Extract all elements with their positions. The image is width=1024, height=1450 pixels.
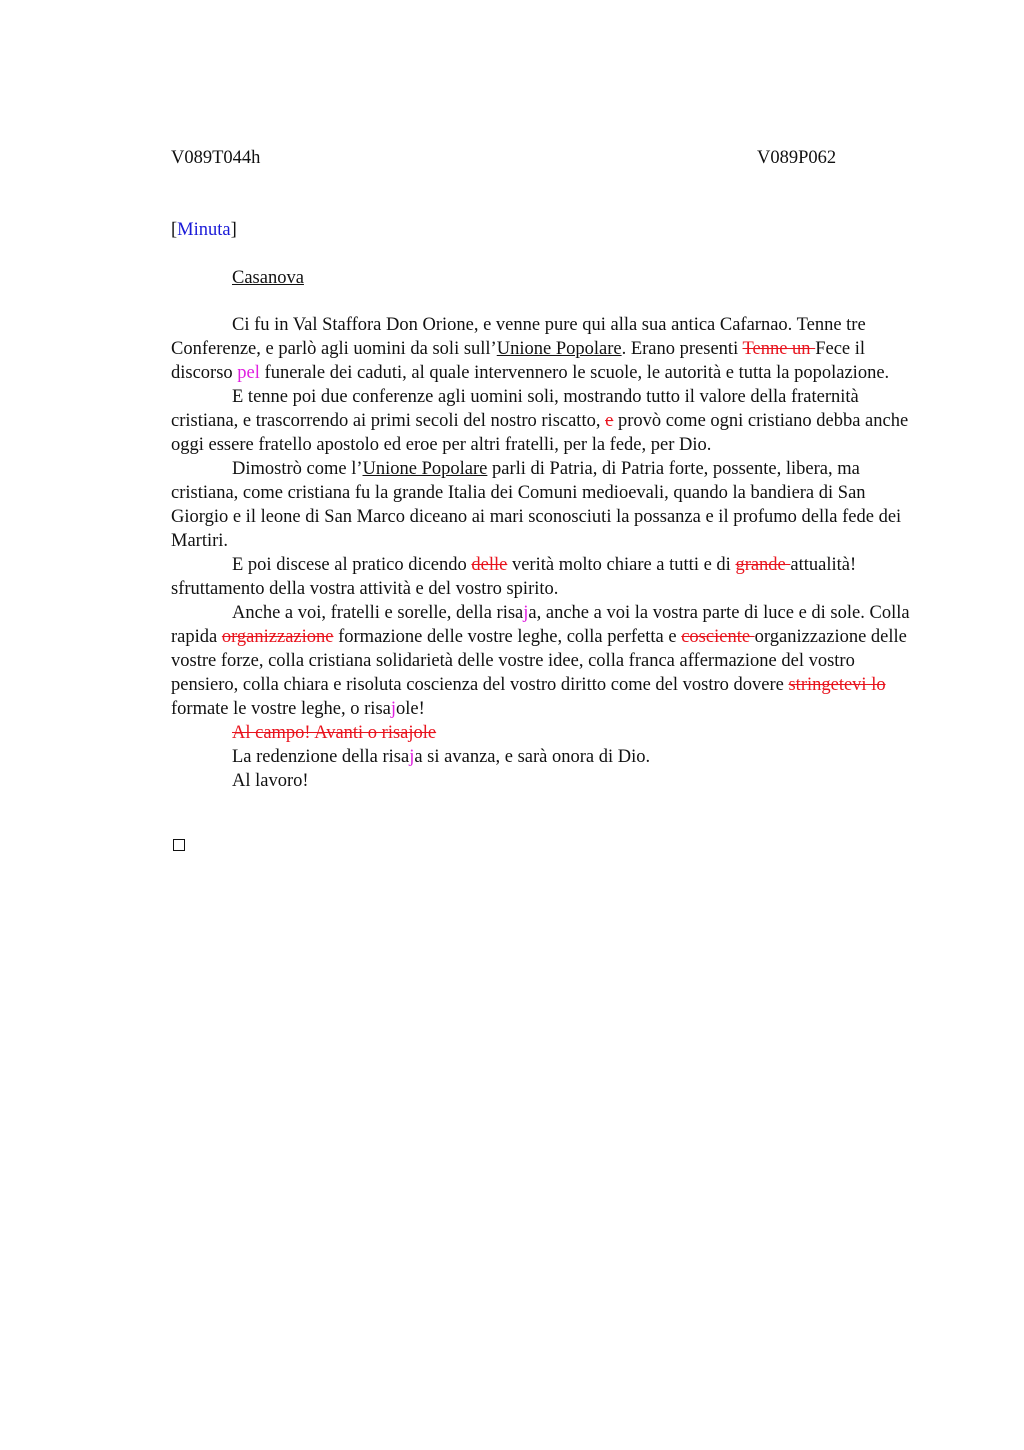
deleted-text: Al campo! Avanti o risajole [232, 723, 437, 743]
deleted-text: Tenne un [742, 339, 816, 359]
paragraph-4 [171, 553, 926, 601]
deleted-text: delle [471, 555, 508, 575]
text-run: formazione delle vostre leghe, colla perfetta e [333, 627, 682, 647]
paragraph-1 [171, 313, 926, 385]
text-run: a, anche a voi la vostra parte di luce e di sole. Colla rapida [171, 603, 910, 647]
text-run: . Erano presenti [621, 339, 743, 359]
paragraph-6 [171, 721, 926, 745]
minuta-label [171, 218, 237, 242]
paragraph-8 [171, 769, 926, 793]
deleted-text: organizzazione [221, 627, 334, 647]
text-run: La redenzione della risa [232, 747, 410, 767]
minuta-text: Minuta [177, 220, 231, 240]
text-run: funerale dei caduti, al quale intervennero le scuole, le autorità e tutta la popolazione. [259, 363, 890, 383]
paragraph-5 [171, 601, 926, 721]
letter-body [171, 313, 926, 793]
text-run: E poi discese al pratico dicendo [232, 555, 472, 575]
inserted-text: pel [237, 363, 260, 383]
text-run: Fece il discorso [171, 339, 866, 383]
checkbox-icon [173, 839, 185, 851]
text-run: verità molto chiare a tutti e di [507, 555, 736, 575]
text-run: provò come ogni cristiano debba anche oggi essere fratello apostolo ed eroe per altri fratelli, per la fede, per Dio. [171, 411, 909, 455]
open-bracket: [ [171, 220, 178, 240]
underlined-text: Unione Popolare [362, 459, 488, 479]
text-run: Al lavoro! [232, 771, 309, 791]
paragraph-7 [171, 745, 926, 769]
inserted-text: j [390, 699, 396, 719]
document-code-left: V089T044h [171, 148, 261, 168]
text-run: Ci fu in Val Staffora Don Orione, e venne pure qui alla sua antica Cafarnao. Tenne tre Conferenze, e parlò agli uomini da soli sull’ [171, 315, 866, 359]
text-run: formate le vostre leghe, o risa [171, 699, 391, 719]
deleted-text: e [605, 411, 614, 431]
deleted-text: grande [735, 555, 791, 575]
close-bracket: ] [230, 220, 237, 240]
text-run: Anche a voi, fratelli e sorelle, della risa [232, 603, 524, 623]
text-run: a si avanza, e sarà onora di Dio. [414, 747, 651, 767]
document-code-right: V089P062 [757, 148, 837, 168]
underlined-text: Unione Popolare [496, 339, 622, 359]
place-heading: Casanova [232, 268, 304, 288]
deleted-text: stringetevi lo [788, 675, 886, 695]
text-run: E tenne poi due conferenze agli uomini soli, mostrando tutto il valore della fraternità cristiana, e trascorrendo ai primi secoli del nostro riscatto, [171, 387, 859, 431]
text-run: parli di Patria, di Patria forte, possente, libera, ma cristiana, come cristiana fu la grande Italia dei Comuni medioevali, quando la bandiera di San Giorgio e il leone di San Marco diceano ai mari sconosciuti la possanza e il profumo della fede dei Martiri. [171, 459, 902, 551]
deleted-text: cosciente [681, 627, 755, 647]
text-run: Dimostrò come l’ [232, 459, 363, 479]
paragraph-3 [171, 457, 926, 553]
text-run: attualità! sfruttamento della vostra attività e del vostro spirito. [171, 555, 857, 599]
text-run: organizzazione delle vostre forze, colla cristiana solidarietà delle vostre idee, colla franca affermazione del vostro pensiero, colla chiara e risoluta coscienza del vostro diritto come del vostro dovere [171, 627, 907, 695]
paragraph-2 [171, 385, 926, 457]
inserted-text: j [409, 747, 415, 767]
inserted-text: j [523, 603, 529, 623]
text-run: ole! [396, 699, 425, 719]
